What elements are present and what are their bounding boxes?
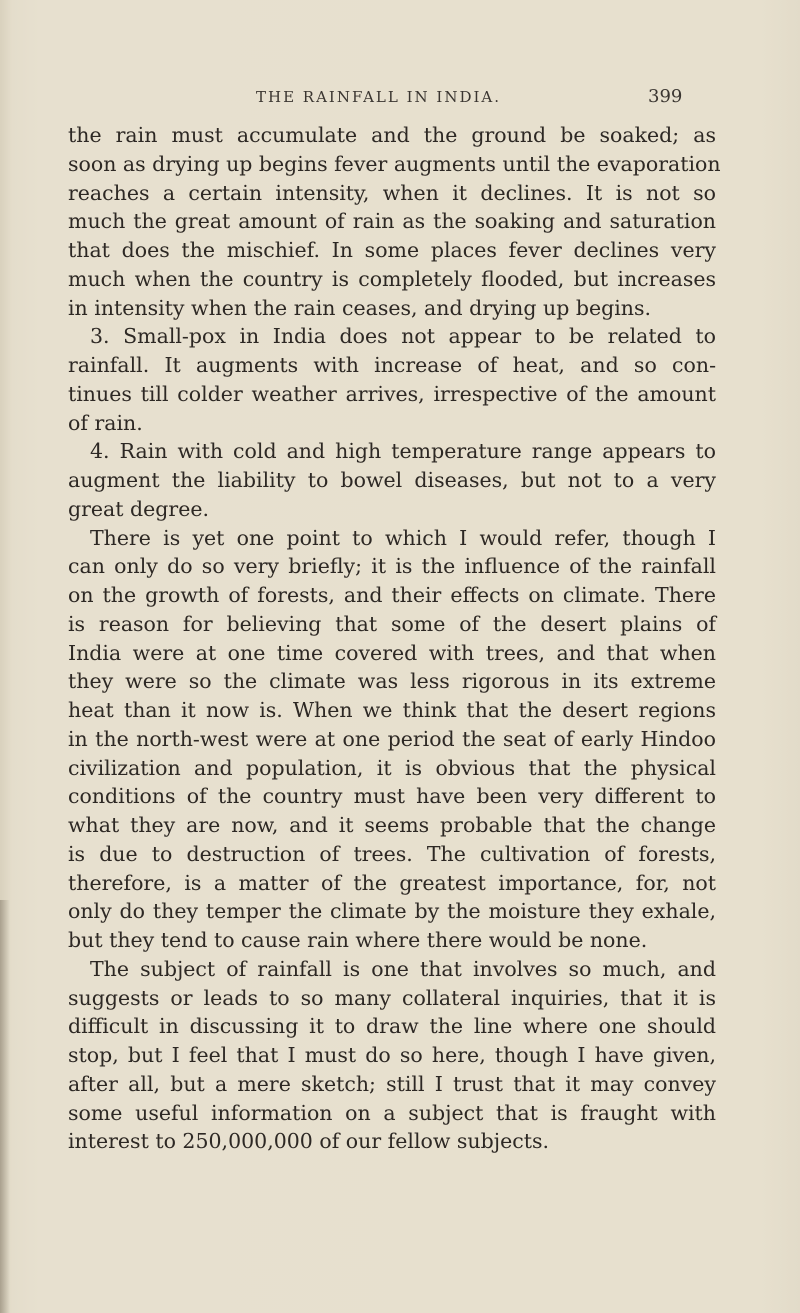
text-line: civilization and population, it is obvious that the physical: [68, 755, 716, 780]
text-line: difficult in discussing it to draw the line where one should: [68, 1014, 716, 1039]
text-line: of rain.: [68, 410, 143, 435]
text-line: much when the country is completely flooded, but increases: [68, 266, 716, 291]
text-line: great degree.: [68, 496, 209, 521]
text-line: that does the mischief. In some places fever declines very: [68, 238, 716, 262]
text-line: in the north-west were at one period the seat of early Hindoo: [68, 726, 716, 751]
text-line: augment the liability to bowel diseases, but not to a very: [68, 468, 716, 492]
text-line: tinues till colder weather arrives, irrespective of the amount: [68, 381, 716, 406]
text-line: on the growth of forests, and their effects on climate. There: [68, 583, 716, 607]
text-line: some useful information on a subject that is fraught with: [68, 1100, 716, 1125]
text-line: There is yet one point to which I would refer, though I: [90, 525, 716, 550]
body-text: [68, 121, 721, 1156]
text-line: The subject of rainfall is one that involves so much, and: [90, 956, 716, 981]
binding-shadow: [0, 900, 10, 1313]
running-title: THE RAINFALL IN INDIA.: [256, 88, 502, 106]
text-line: only do they temper the climate by the moisture they exhale,: [68, 899, 716, 924]
text-line: they were so the climate was less rigorous in its extreme: [68, 669, 716, 694]
text-line: rainfall. It augments with increase of heat, and so con-: [68, 353, 716, 377]
text-line: heat than it now is. When we think that the desert regions: [68, 698, 716, 722]
text-line: stop, but I feel that I must do so here, though I have given,: [68, 1043, 716, 1067]
text-line: soon as drying up begins fever augments until the evaporation: [68, 151, 721, 176]
text-line: interest to 250,000,000 of our fellow subjects.: [68, 1129, 549, 1154]
page-header: [0, 88, 800, 112]
page-number: 399: [648, 86, 683, 107]
text-line: what they are now, and it seems probable that the change: [68, 813, 716, 837]
text-line: the rain must accumulate and the ground be soaked; as: [68, 123, 716, 147]
text-line: India were at one time covered with trees, and that when: [68, 640, 716, 665]
text-line: suggests or leads to so many collateral inquiries, that it is: [68, 985, 716, 1010]
text-line: much the great amount of rain as the soaking and saturation: [68, 209, 716, 234]
text-line: in intensity when the rain ceases, and drying up begins.: [68, 295, 652, 320]
text-line: but they tend to cause rain where there would be none.: [68, 928, 648, 952]
text-line: 4. Rain with cold and high temperature range appears to: [90, 439, 716, 464]
text-line: conditions of the country must have been very different to: [68, 784, 716, 809]
text-line: therefore, is a matter of the greatest importance, for, not: [68, 870, 716, 895]
text-line: is reason for believing that some of the desert plains of: [68, 611, 716, 636]
text-line: reaches a certain intensity, when it declines. It is not so: [68, 180, 716, 205]
text-line: after all, but a mere sketch; still I trust that it may convey: [68, 1071, 716, 1096]
text-line: is due to destruction of trees. The cultivation of forests,: [68, 841, 716, 866]
text-line: can only do so very briefly; it is the influence of the rainfall: [68, 554, 716, 579]
text-line: 3. Small-pox in India does not appear to be related to: [90, 324, 716, 349]
